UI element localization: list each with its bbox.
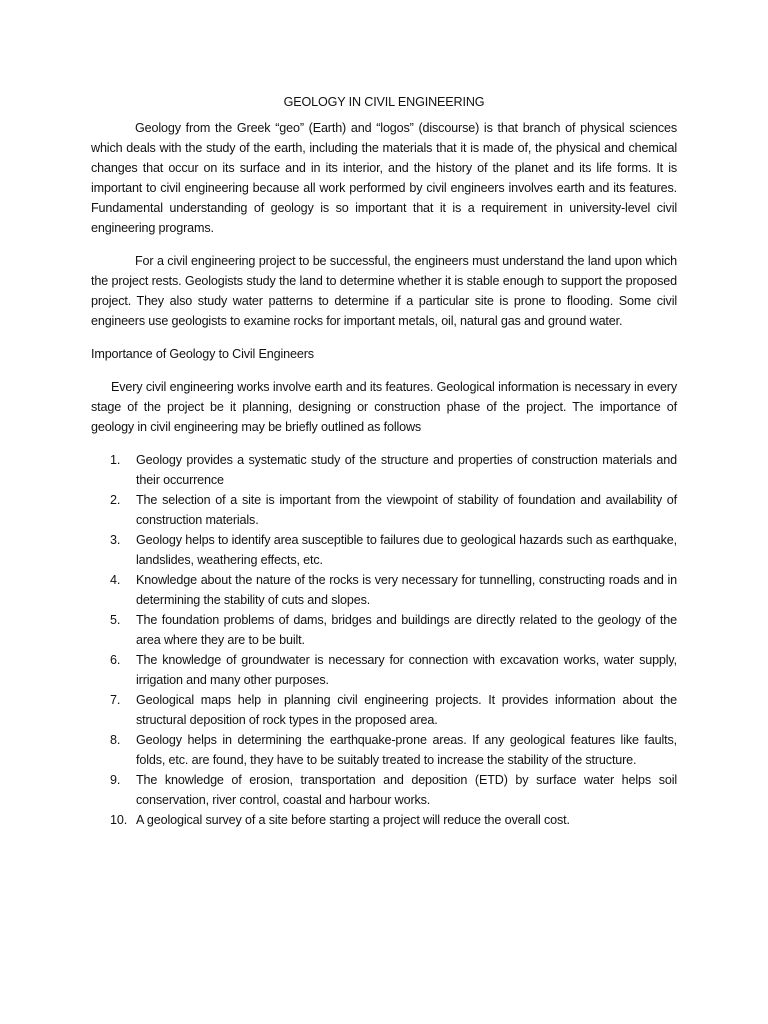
list-item [91,690,677,730]
list-item-number: 2. [110,493,121,507]
paragraph-intro-geology: Geology from the Greek “geo” (Earth) and “logos” (discourse) is that branch of physical sciences which deals with the study of the earth, including the materials that it is made of, the physical and chemical changes that occur on its surface and in its interior, and the history of the planet and its life forms. It is important to civil engineering because all work performed by civil engineers involves earth and its features. Fundamental understanding of geology is so important that it is a requirement in university-level civil engineering programs. [91,121,677,235]
document-page [91,92,677,830]
list-item-text: Geology provides a systematic study of the structure and properties of construction materials and their occurrence [136,453,677,487]
list-item-text: The knowledge of erosion, transportation and deposition (ETD) by surface water helps soil conservation, river control, coastal and harbour works. [136,773,677,807]
list-item [91,490,677,530]
list-item-text: The foundation problems of dams, bridges and buildings are directly related to the geology of the area where they are to be built. [136,613,677,647]
list-item-number: 10. [110,813,128,827]
list-item-text: Knowledge about the nature of the rocks is very necessary for tunnelling, constructing roads and in determining the stability of cuts and slopes. [136,573,677,607]
paragraph-project-success: For a civil engineering project to be successful, the engineers must understand the land upon which the project rests. Geologists study the land to determine whether it is stable enough to support the proposed project. They also study water patterns to determine if a particular site is prone to flooding. Some civil engineers use geologists to examine rocks for important metals, oil, natural gas and ground water. [91,254,677,328]
document-title: GEOLOGY IN CIVIL ENGINEERING [283,95,485,109]
list-item [91,810,677,830]
list-item-text: The knowledge of groundwater is necessary for connection with excavation works, water supply, irrigation and many other purposes. [136,653,677,687]
list-item-number: 6. [110,653,121,667]
list-item-number: 3. [110,533,121,547]
list-item-number: 4. [110,573,121,587]
paragraph-importance-intro: Every civil engineering works involve earth and its features. Geological information is necessary in every stage of the project be it planning, designing or construction phase of the project. The importance of geology in civil engineering may be briefly outlined as follows [91,380,677,434]
list-item-number: 5. [110,613,121,627]
list-item-number: 7. [110,693,121,707]
list-item [91,770,677,810]
list-item-text: A geological survey of a site before starting a project will reduce the overall cost. [136,813,570,827]
list-item-text: Geology helps to identify area susceptible to failures due to geological hazards such as earthquake, landslides, weathering effects, etc. [136,533,677,567]
list-item [91,530,677,570]
section-subheading: Importance of Geology to Civil Engineers [91,347,314,361]
list-item-text: Geological maps help in planning civil engineering projects. It provides information about the structural deposition of rock types in the proposed area. [136,693,677,727]
list-item [91,610,677,650]
list-item-number: 9. [110,773,121,787]
list-item-text: The selection of a site is important from the viewpoint of stability of foundation and availability of construction materials. [136,493,677,527]
list-item-number: 1. [110,453,121,467]
list-item [91,570,677,610]
list-item [91,650,677,690]
list-item-text: Geology helps in determining the earthquake-prone areas. If any geological features like faults, folds, etc. are found, they have to be suitably treated to increase the stability of the structure. [136,733,677,767]
importance-list [91,450,677,830]
list-item [91,730,677,770]
list-item-number: 8. [110,733,121,747]
list-item [91,450,677,490]
